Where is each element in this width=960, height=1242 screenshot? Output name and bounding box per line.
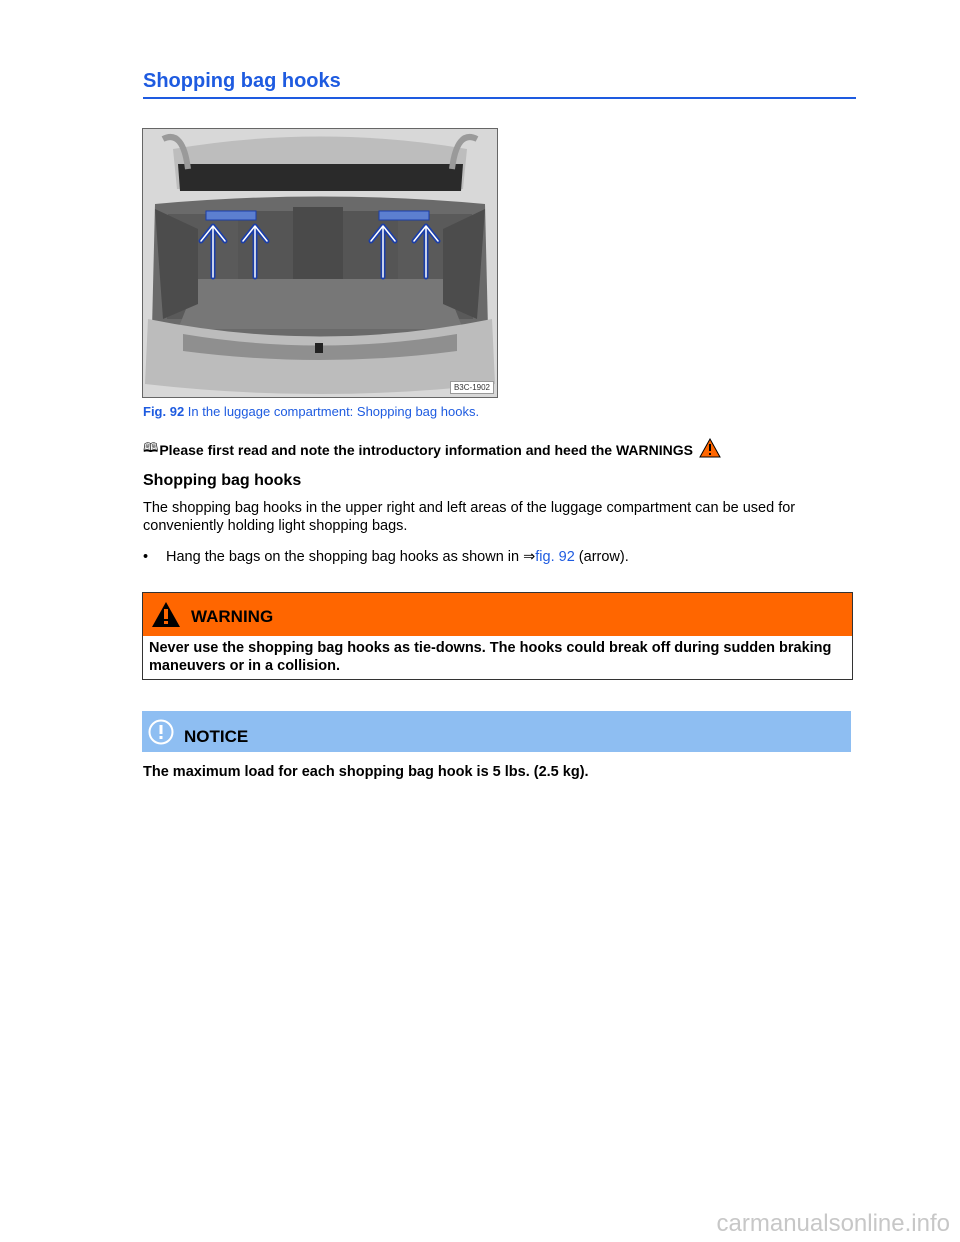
figure-link[interactable]: fig. 92: [535, 549, 575, 565]
warning-label: WARNING: [191, 606, 274, 626]
list-item: [143, 549, 629, 565]
figure-caption-text: In the luggage compartment: Shopping bag hooks.: [184, 404, 480, 419]
figure-caption-label: Fig. 92: [143, 404, 185, 419]
figure-trunk-image: [142, 128, 498, 398]
warning-text: Never use the shopping bag hooks as tie-downs. The hooks could break off during sudden braking maneuvers or in a collision.: [149, 640, 832, 674]
section-heading: Shopping bag hooks: [143, 472, 302, 489]
arrow-right-icon: ⇒: [523, 549, 536, 565]
exclamation-circle-icon: [148, 719, 174, 745]
body-paragraph: The shopping bag hooks in the upper right and left areas of the luggage compartment can be used for conveniently holding light shopping bags.: [143, 500, 796, 534]
warning-header: [143, 593, 852, 636]
figure-code: B3C-1902: [450, 381, 494, 394]
warning-triangle-icon[interactable]: [699, 438, 721, 461]
book-icon: 🕮: [143, 440, 159, 456]
warning-box: [142, 592, 853, 680]
notice-box: [142, 711, 851, 752]
hook-left-marker: [206, 211, 256, 220]
intro-text: Please first read and note the introductory information and heed the WARNINGS: [159, 441, 693, 458]
bullet-dot: •: [143, 549, 149, 565]
figure-caption: [143, 404, 479, 419]
notice-text: The maximum load for each shopping bag hook is 5 lbs. (2.5 kg).: [143, 764, 589, 780]
notice-label: NOTICE: [184, 726, 249, 746]
bullet-text: Hang the bags on the shopping bag hooks as shown in: [166, 549, 524, 565]
bullet-suffix: (arrow).: [574, 549, 629, 565]
hook-right-marker: [379, 211, 429, 220]
watermark: carmanualsonline.info: [716, 1210, 950, 1237]
intro-note: [143, 438, 863, 461]
trunk-illustration: [143, 129, 497, 397]
warning-icon: [151, 601, 181, 628]
page-title: Shopping bag hooks: [143, 70, 856, 99]
